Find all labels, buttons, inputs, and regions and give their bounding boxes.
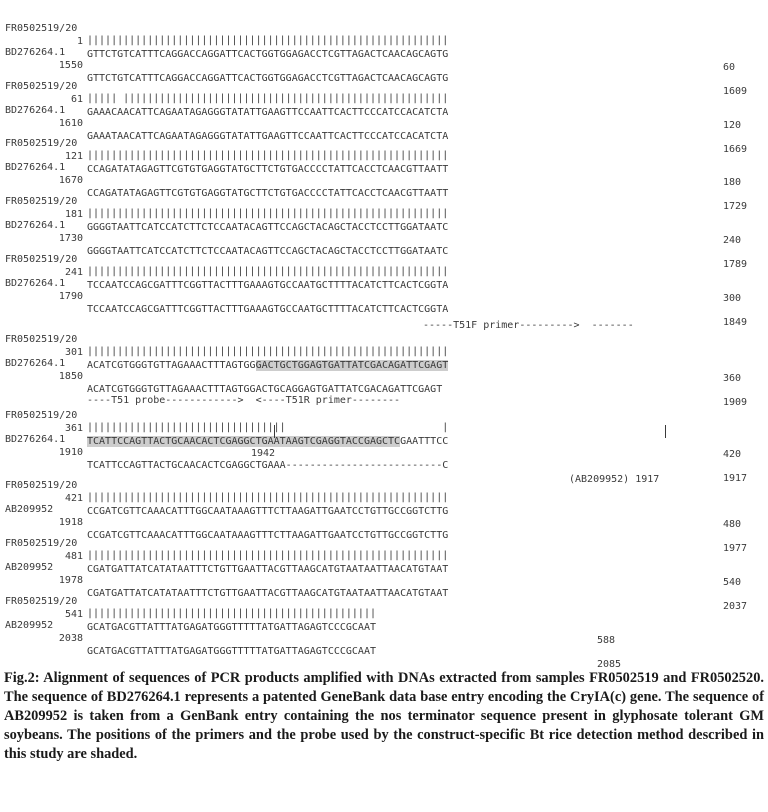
end-pos: 1977 [723, 543, 748, 554]
sequence: CGATGATTATCATATAATTTCTGTTGAATTACGTTAAGCATGTAATAATTAACATGTAAT [87, 564, 449, 575]
seq-name: FR0502519/20 [5, 334, 78, 345]
sequence-unshaded: GAATTTCC [400, 436, 449, 447]
t51f-primer-shaded: GACTGCTGGAGTGATTATCGACAGATTCGAGT [255, 360, 449, 371]
seq-name: FR0502519/20 [5, 410, 78, 421]
seq-name: FR0502519/20 [5, 596, 78, 607]
end-pos: 360 [723, 373, 742, 384]
match-bars: |||||||||||||||||||||||||||||||||||||||||||||||||||||||||||| [87, 35, 449, 46]
seq-name: AB209952 [5, 504, 54, 515]
start-pos: 1 [76, 36, 83, 47]
sequence: GTTCTGTCATTTCAGGACCAGGATTCACTGGTGGAGACCTCGTTAGACTCAACAGCAGTG [87, 73, 449, 84]
sequence: TCCAATCCAGCGATTTCGGTTACTTTGAAAGTGCCAATGCTTTTACATCTTCACTCGGTA [87, 280, 449, 291]
match-bars: ||||||||||||||||||||||||||||||||| | [87, 422, 449, 433]
sequence: ACATCGTGGGTGTTAGAAACTTTAGTGGACTGCAGGAGTGATTATCGACAGATTCGAGT [87, 384, 443, 395]
end-pos: 180 [723, 177, 742, 188]
seq-name: BD276264.1 [5, 278, 66, 289]
sequence: GCATGACGTTATTTATGAGATGGGTTTTTATGATTAGAGTCCCGCAAT [87, 646, 376, 657]
sequence: TCCAATCCAGCGATTTCGGTTACTTTGAAAGTGCCAATGCTTTTACATCTTCACTCGGTA [87, 304, 449, 315]
seq-name: BD276264.1 [5, 47, 66, 58]
start-pos: 1790 [58, 291, 83, 302]
sequence: TCATTCCAGTTACTGCAACACTCGAGGCTGAAA--------------------------C [87, 460, 449, 471]
end-pos: 2085 [597, 659, 622, 670]
position-1942: 1942 [251, 448, 276, 459]
end-pos: 300 [723, 293, 742, 304]
seq-name: AB209952 [5, 562, 54, 573]
seq-name: BD276264.1 [5, 358, 66, 369]
start-pos: 241 [64, 267, 83, 278]
seq-name: FR0502519/20 [5, 480, 78, 491]
start-pos: 121 [64, 151, 83, 162]
start-pos: 301 [64, 347, 83, 358]
sequence: CCGATCGTTCAAACATTTGGCAATAAAGTTTCTTAAGATTGAATCCTGTTGCCGGTCTTG [87, 506, 449, 517]
end-pos: 240 [723, 235, 742, 246]
seq-name: AB209952 [5, 620, 54, 631]
start-pos: 1670 [58, 175, 83, 186]
seq-name: BD276264.1 [5, 162, 66, 173]
end-pos: 2037 [723, 601, 748, 612]
match-bars: |||||||||||||||||||||||||||||||||||||||||||||||| [87, 608, 376, 619]
sequence: GGGGTAATTCATCCATCTTCTCCAATACAGTTCCAGCTACAGCTACCTCCTTGGATAATC [87, 246, 449, 257]
seq-name: BD276264.1 [5, 220, 66, 231]
start-pos: 1978 [58, 575, 83, 586]
end-pos: 1729 [723, 201, 748, 212]
start-pos: 61 [70, 94, 83, 105]
seq-name: FR0502519/20 [5, 138, 78, 149]
sequence: GTTCTGTCATTTCAGGACCAGGATTCACTGGTGGAGACCTCGTTAGACTCAACAGCAGTG [87, 49, 449, 60]
end-pos: 120 [723, 120, 742, 131]
sequence: GAAACAACATTCAGAATAGAGGGTATATTGAAGTTCCAATTCACTTCCCATCCACATCTA [87, 107, 449, 118]
start-pos: 1918 [58, 517, 83, 528]
t51-probe-t51r-primer-shaded: TCATTCCAGTTACTGCAACACTCGAGGCTGAATAAGTCGAGGTACCGAGCTC [87, 436, 401, 447]
match-bars: |||||||||||||||||||||||||||||||||||||||||||||||||||||||||||| [87, 346, 449, 357]
start-pos: 2038 [58, 633, 83, 644]
end-pos: 1669 [723, 144, 748, 155]
seq-name: FR0502519/20 [5, 196, 78, 207]
seq-name: FR0502519/20 [5, 23, 78, 34]
seq-name: FR0502519/20 [5, 81, 78, 92]
seq-name: BD276264.1 [5, 105, 66, 116]
start-pos: 1910 [58, 447, 83, 458]
end-pos: 480 [723, 519, 742, 530]
figure-caption: Fig.2: Alignment of sequences of PCR products amplified with DNAs extracted from samples FR0502519 and FR0502520. The sequence of BD276264.1 represents a patented GeneBank data base entry encoding the CryIA(c) gene. The sequence of AB209952 is taken from a GenBank entry containing the nos terminator sequence present in glyphosate tolerant GM soybeans. The positions of the primers and the probe used by the construct-specific Bt rice detection method described in this study are shaded. [4, 670, 764, 763]
sequence: CCAGATATAGAGTTCGTGTGAGGTATGCTTCTGTGACCCCTATTCACCTCAACGTTAATT [87, 188, 449, 199]
start-pos: 481 [64, 551, 83, 562]
match-bars: |||||||||||||||||||||||||||||||||||||||||||||||||||||||||||| [87, 208, 449, 219]
sequence: CCAGATATAGAGTTCGTGTGAGGTATGCTTCTGTGACCCCTATTCACCTCAACGTTAATT [87, 164, 449, 175]
t51-probe-label: ----T51 probe------------> <----T51R primer-------- [87, 395, 401, 406]
start-pos: 541 [64, 609, 83, 620]
end-pos: 60 [723, 62, 736, 73]
seq-name: FR0502519/20 [5, 254, 78, 265]
sequence: GAAATAACATTCAGAATAGAGGGTATATTGAAGTTCCAATTCACTTCCCATCCACATCTA [87, 131, 449, 142]
end-pos: 420 [723, 449, 742, 460]
start-pos: 421 [64, 493, 83, 504]
position-1942-tick [274, 425, 275, 438]
start-pos: 1850 [58, 371, 83, 382]
match-bars: ||||| |||||||||||||||||||||||||||||||||||||||||||||||||||||| [87, 93, 449, 104]
sequence: CGATGATTATCATATAATTTCTGTTGAATTACGTTAAGCATGTAATAATTAACATGTAAT [87, 588, 449, 599]
seq-name: FR0502519/20 [5, 538, 78, 549]
end-pos: 1789 [723, 259, 748, 270]
position-ab209952-1917: (AB209952) 1917 [569, 474, 660, 485]
start-pos: 361 [64, 423, 83, 434]
end-pos: 1849 [723, 317, 748, 328]
sequence-unshaded: ACATCGTGGGTGTTAGAAACTTTAGTGG [87, 360, 256, 371]
match-bars: |||||||||||||||||||||||||||||||||||||||||||||||||||||||||||| [87, 492, 449, 503]
start-pos: 1610 [58, 118, 83, 129]
end-pos: 540 [723, 577, 742, 588]
sequence [87, 359, 448, 372]
sequence: CCGATCGTTCAAACATTTGGCAATAAAGTTTCTTAAGATTGAATCCTGTTGCCGGTCTTG [87, 530, 449, 541]
match-bars: |||||||||||||||||||||||||||||||||||||||||||||||||||||||||||| [87, 550, 449, 561]
sequence: GGGGTAATTCATCCATCTTCTCCAATACAGTTCCAGCTACAGCTACCTCCTTGGATAATC [87, 222, 449, 233]
start-pos: 181 [64, 209, 83, 220]
end-pos: 1917 [723, 473, 748, 484]
sequence: GCATGACGTTATTTATGAGATGGGTTTTTATGATTAGAGTCCCGCAAT [87, 622, 376, 633]
t51f-primer-label: -----T51F primer---------> ------- [423, 320, 634, 331]
match-bars: |||||||||||||||||||||||||||||||||||||||||||||||||||||||||||| [87, 266, 449, 277]
start-pos: 1550 [58, 60, 83, 71]
end-pos: 588 [597, 635, 616, 646]
position-1917-tick [665, 425, 666, 438]
match-bars: |||||||||||||||||||||||||||||||||||||||||||||||||||||||||||| [87, 150, 449, 161]
end-pos: 1609 [723, 86, 748, 97]
start-pos: 1730 [58, 233, 83, 244]
end-pos: 1909 [723, 397, 748, 408]
seq-name: BD276264.1 [5, 434, 66, 445]
